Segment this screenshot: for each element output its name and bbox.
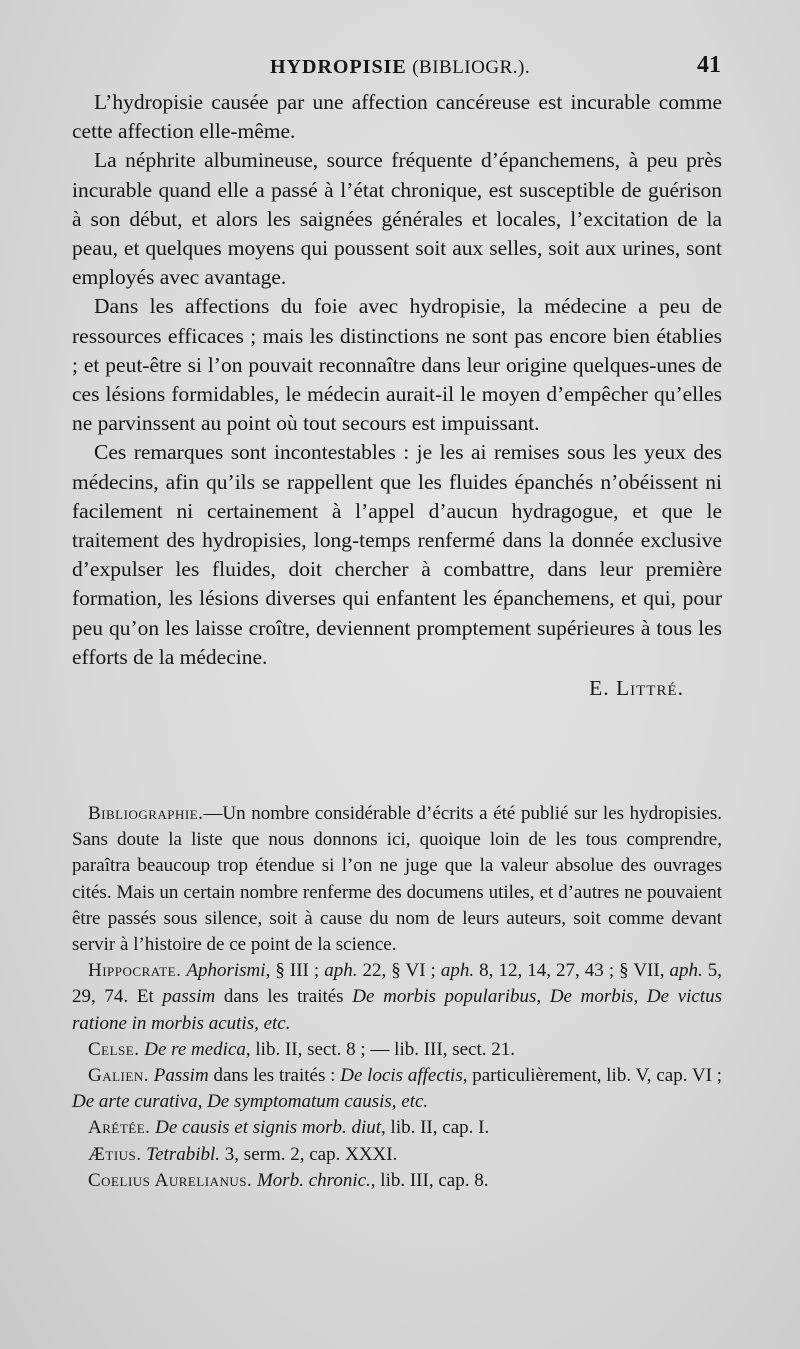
entry-author: Coelius Aurelianus. — [88, 1169, 253, 1191]
entry-galien — [72, 1063, 722, 1115]
page-number: 41 — [697, 52, 721, 78]
entry-aretee — [72, 1115, 722, 1141]
entry-author: Ætius. — [88, 1143, 142, 1165]
entry-author: Hippocrate. — [88, 960, 182, 982]
entry-ref: , lib. III, cap. 8. — [370, 1169, 489, 1191]
main-text — [72, 88, 722, 703]
entry-ref: dans les traités — [215, 986, 353, 1008]
entry-work: aph. — [440, 960, 475, 982]
entry-work: De arte curativa, De symptomatum causis, etc. — [72, 1091, 429, 1113]
paragraph-1: L’hydropisie causée par une affection cancéreuse est incurable comme cette affection elle-même. — [72, 90, 722, 144]
entry-coelius — [72, 1168, 722, 1194]
bibliography-heading: Bibliographie. — [88, 803, 204, 824]
entry-work: Morb. chronic. — [256, 1169, 371, 1191]
entry-work: De morbis popularibus, De morbis, De victus ratione in morbis acutis, etc. — [72, 986, 723, 1034]
entry-author: Arétée. — [88, 1117, 151, 1139]
entry-ref: 5, 29, 74. Et — [72, 960, 723, 1008]
entry-ref: 3, serm. 2, cap. XXXI. — [220, 1143, 398, 1165]
paragraph-3: Dans les affections du foie avec hydropisie, la médecine a peu de ressources efficaces ; mais les distinctions ne sont pas encore bien établies ; et peut-être si l’on pouvait reconnaître dans leur origine quelques-unes de ces lésions formidables, le médecin aurait-il le moyen d’empêcher qu’elles ne parvinssent au point où tout secours est impuissant. — [72, 294, 722, 436]
entry-author: Celse. — [88, 1038, 140, 1060]
entry-ref: dans les traités : — [208, 1065, 341, 1087]
author-signature: E. Littré. — [589, 676, 684, 701]
entry-ref: 22, § VI ; — [357, 960, 441, 982]
entry-work: aph. — [324, 960, 358, 982]
bibliography — [72, 801, 722, 1194]
entry-celse — [72, 1037, 722, 1063]
bibliography-intro — [72, 801, 722, 958]
entry-hippocrate — [72, 958, 722, 1037]
entry-ref: , lib. II, cap. I. — [381, 1117, 490, 1139]
entry-ref: , particulièrement, lib. V, cap. VI ; — [462, 1065, 722, 1087]
entry-work: De locis affectis — [340, 1065, 463, 1087]
entry-aetius — [72, 1142, 722, 1168]
entry-work: De re medica — [144, 1038, 246, 1060]
running-title-main: HYDROPISIE — [270, 56, 407, 78]
bibliography-intro-text: —Un nombre considérable d’écrits a été publié sur les hydropisies. Sans doute la liste que nous donnons ici, quoique loin de les tous comprendre, paraîtra beaucoup trop étendue si l’on ne juge que la valeur absolue des ouvrages cités. Mais un certain nombre renferme des documens utiles, et d’autres ne pouvaient être passés sous silence, soit à cause du nom de leurs auteurs, soit comme devant servir à l’histoire de ce point de la science. — [72, 803, 722, 956]
running-header — [0, 50, 800, 80]
entry-work: Passim — [153, 1065, 209, 1087]
entry-ref: 8, 12, 14, 27, 43 ; § VII, — [474, 960, 670, 982]
entry-work: Tetrabibl. — [146, 1143, 221, 1165]
entry-work: passim — [162, 986, 216, 1008]
entry-ref: , lib. II, sect. 8 ; — lib. III, sect. 21. — [245, 1038, 515, 1060]
entry-author: Galien. — [88, 1065, 149, 1087]
entry-work: Aphorismi — [186, 960, 266, 982]
running-title — [270, 56, 530, 79]
entry-work: De causis et signis morb. diut — [155, 1117, 382, 1139]
running-title-sub: (BIBLIOGR.). — [412, 57, 531, 78]
paragraph-4: Ces remarques sont incontestables : je les ai remises sous les yeux des médecins, afin qu’ils se rappellent que les fluides épanchés n’obéissent ni facilement ni certainement à l’appel d’aucun hydragogue, et que le traitement des hydropisies, long-temps renfermé dans la donnée exclusive d’expulser les fluides, doit chercher à combattre, dans leur première formation, les lésions diverses qui enfantent les épanchemens, et qui, pour peu qu’on les laisse croître, deviennent promptement supérieures à tous les efforts de la médecine. — [72, 440, 722, 669]
paragraph-2: La néphrite albumineuse, source fréquente d’épanchemens, à peu près incurable quand elle a passé à l’état chronique, est susceptible de guérison à son début, et alors les saignées générales et locales, l’excitation de la peau, et quelques moyens qui poussent soit aux selles, soit aux urines, sont employés avec avantage. — [72, 148, 722, 290]
entry-work: aph. — [669, 960, 703, 982]
entry-ref: , § III ; — [265, 960, 325, 982]
